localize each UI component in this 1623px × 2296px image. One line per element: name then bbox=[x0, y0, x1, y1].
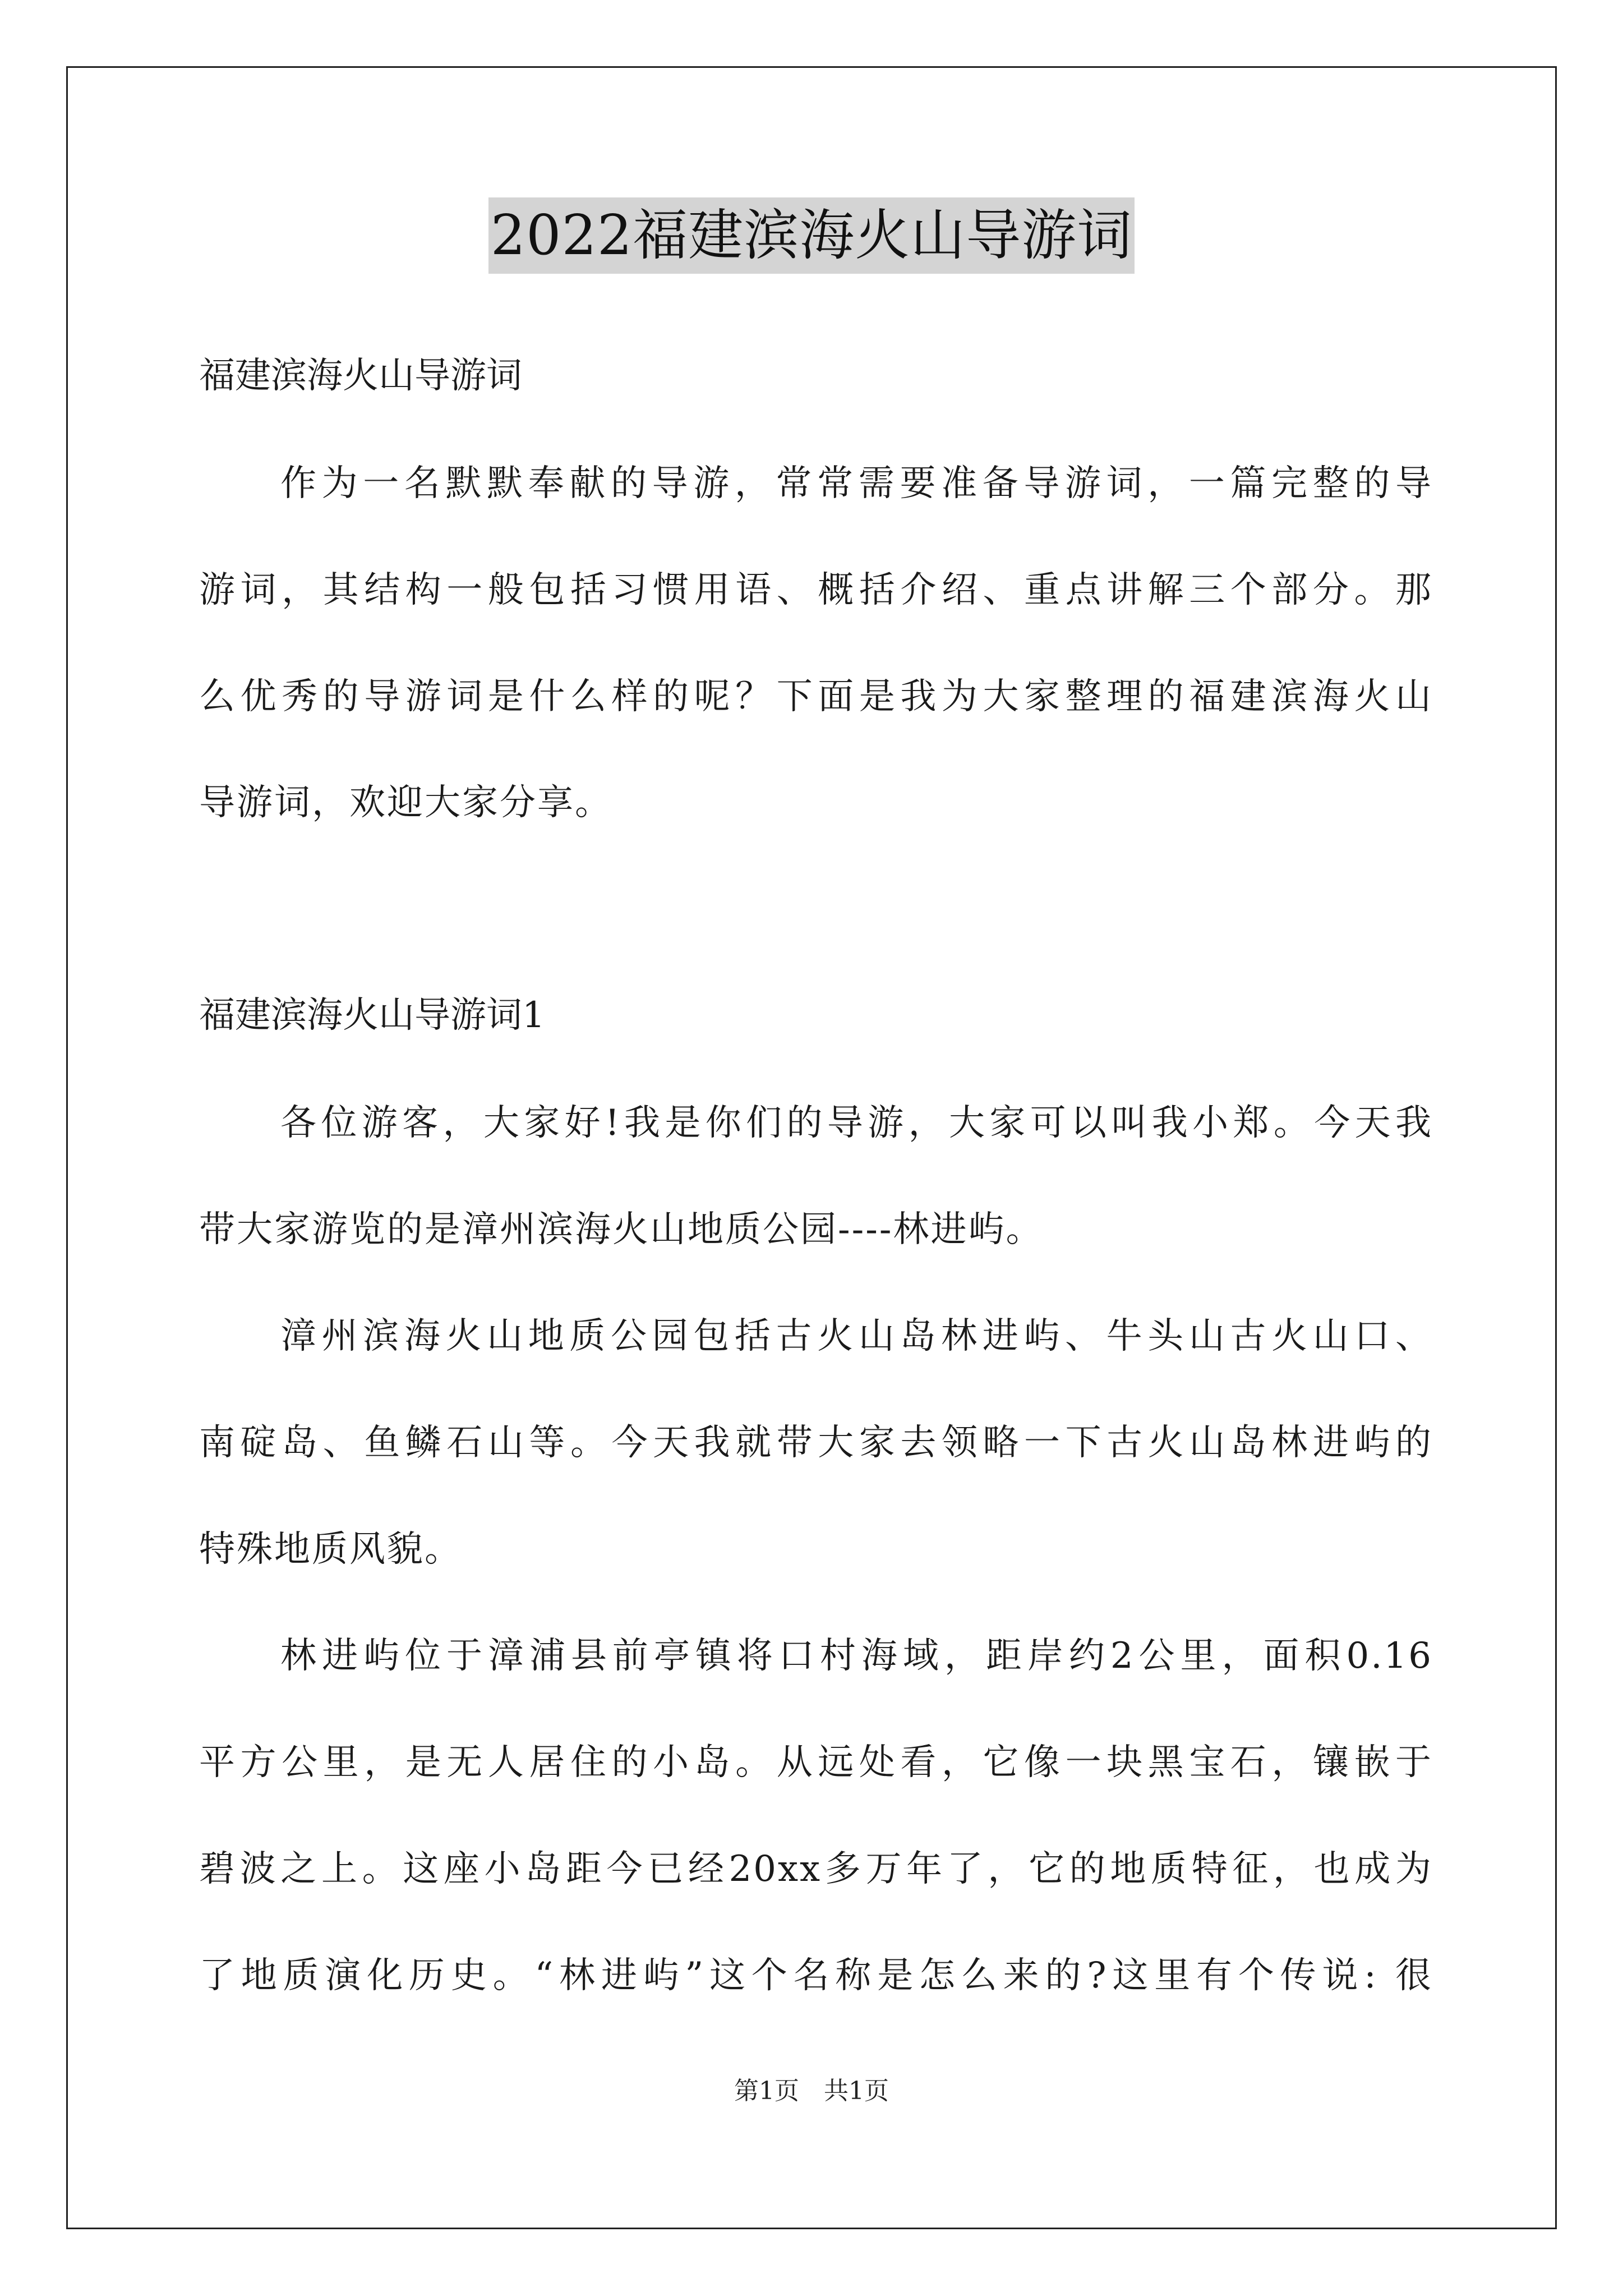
title-container bbox=[0, 197, 1623, 274]
intro-line-4: 导游词，欢迎大家分享。 bbox=[199, 782, 612, 823]
page-footer: 第1页 共1页 bbox=[734, 2077, 889, 2105]
document-title: 2022福建滨海火山导游词 bbox=[488, 197, 1135, 274]
intro-line-1: 作为一名默默奉献的导游，常常需要准备导游词，一篇完整的导 bbox=[280, 463, 1433, 504]
document-subtitle: 福建滨海火山导游词 bbox=[199, 355, 522, 397]
para3-line-4: 了地质演化历史。“林进屿”这个名称是怎么来的?这里有个传说: 很 bbox=[199, 1955, 1433, 1996]
para1-line-1: 各位游客，大家好!我是你们的导游，大家可以叫我小郑。今天我 bbox=[280, 1102, 1433, 1144]
para1-line-2: 带大家游览的是漳州滨海火山地质公园----林进屿。 bbox=[199, 1209, 1044, 1250]
para2-line-2: 南碇岛、鱼鳞石山等。今天我就带大家去领略一下古火山岛林进屿的 bbox=[199, 1422, 1433, 1464]
para2-line-3: 特殊地质风貌。 bbox=[199, 1529, 462, 1570]
para3-line-2: 平方公里，是无人居住的小岛。从远处看，它像一块黑宝石，镶嵌于 bbox=[199, 1742, 1433, 1783]
section-heading: 福建滨海火山导游词1 bbox=[199, 995, 545, 1036]
para2-line-1: 漳州滨海火山地质公园包括古火山岛林进屿、牛头山古火山口、 bbox=[280, 1315, 1433, 1357]
para3-line-3: 碧波之上。这座小岛距今已经20xx多万年了，它的地质特征，也成为 bbox=[199, 1848, 1433, 1890]
intro-line-2: 游词，其结构一般包括习惯用语、概括介绍、重点讲解三个部分。那 bbox=[199, 569, 1433, 611]
para3-line-1: 林进屿位于漳浦县前亭镇将口村海域，距岸约2公里，面积0.16 bbox=[280, 1635, 1433, 1677]
intro-line-3: 么优秀的导游词是什么样的呢？下面是我为大家整理的福建滨海火山 bbox=[199, 676, 1433, 717]
